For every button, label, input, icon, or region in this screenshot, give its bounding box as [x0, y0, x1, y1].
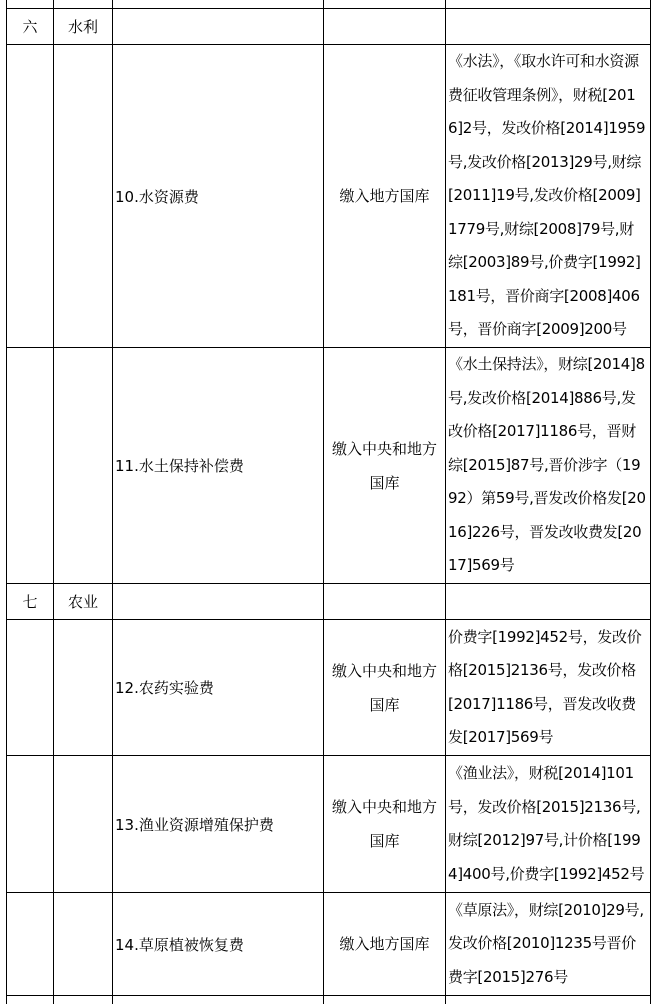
revenue-destination: 缴入中央和地方国库	[324, 756, 446, 893]
cell-empty	[54, 996, 113, 1004]
legal-basis: 《水法》，《取水许可和水资源费征收管理条例》，财税[2016]2号，发改价格[2014]1959号,发改价格[2013]29号,财综[2011]19号,发改价格[2009]1779号,财综[2008]79号,财综[2003]89号,价费字[1992]181号，晋价商字[2008]406号，晋价商字[2009]200号	[446, 45, 651, 348]
legal-basis: 《水土保持法》，财综[2014]8号,发改价格[2014]886号,发改价格[2017]1186号，晋财综[2015]87号,晋价涉字（1992）第59号,晋发改价格发[2016]226号，晋发改收费发[2017]569号	[446, 348, 651, 584]
cell-empty	[113, 9, 324, 45]
cell-empty	[113, 0, 324, 9]
table-row-cut	[7, 996, 651, 1004]
cell-empty	[54, 348, 113, 584]
cell-empty	[54, 0, 113, 9]
cell-empty	[324, 0, 446, 9]
revenue-destination: 缴入地方国库	[324, 893, 446, 996]
cell-empty	[113, 584, 324, 620]
category-row-water	[7, 9, 651, 45]
cell-empty	[324, 9, 446, 45]
cell-empty	[7, 0, 54, 9]
item-row-water-resource-fee	[7, 45, 651, 348]
cell-empty	[54, 893, 113, 996]
cell-empty	[7, 996, 54, 1004]
cell-empty	[7, 620, 54, 756]
legal-basis: 价费字[1992]452号，发改价格[2015]2136号，发改价格[2017]1186号，晋发改收费发[2017]569号	[446, 620, 651, 756]
cell-empty	[7, 348, 54, 584]
item-row-fishery-resource-fee	[7, 756, 651, 893]
cell-empty	[54, 620, 113, 756]
item-name: 13.渔业资源增殖保护费	[113, 756, 324, 893]
category-number: 七	[7, 584, 54, 620]
category-row-agriculture	[7, 584, 651, 620]
item-row-soil-conservation-fee	[7, 348, 651, 584]
legal-basis: 《草原法》，财综[2010]29号,发改价格[2010]1235号晋价费字[2015]276号	[446, 893, 651, 996]
item-name: 14.草原植被恢复费	[113, 893, 324, 996]
revenue-destination: 缴入地方国库	[324, 45, 446, 348]
cell-empty	[7, 893, 54, 996]
cell-empty	[113, 996, 324, 1004]
item-row-pesticide-test-fee	[7, 620, 651, 756]
cell-empty	[7, 756, 54, 893]
fee-table-region	[6, 0, 651, 1004]
category-name: 水利	[54, 9, 113, 45]
cell-empty	[54, 756, 113, 893]
cell-empty	[324, 584, 446, 620]
cell-empty	[54, 45, 113, 348]
category-number: 六	[7, 9, 54, 45]
cell-empty	[446, 996, 651, 1004]
item-name: 12.农药实验费	[113, 620, 324, 756]
cell-empty	[7, 45, 54, 348]
revenue-destination: 缴入中央和地方国库	[324, 620, 446, 756]
legal-basis: 《渔业法》，财税[2014]101号，发改价格[2015]2136号,财综[2012]97号,计价格[1994]400号,价费字[1992]452号	[446, 756, 651, 893]
revenue-destination: 缴入中央和地方国库	[324, 348, 446, 584]
fee-table	[6, 0, 651, 1004]
item-name: 11.水土保持补偿费	[113, 348, 324, 584]
item-name: 10.水资源费	[113, 45, 324, 348]
item-row-grassland-restoration-fee	[7, 893, 651, 996]
cell-empty	[324, 996, 446, 1004]
cell-empty	[446, 584, 651, 620]
table-row-cut	[7, 0, 651, 9]
cell-empty	[446, 9, 651, 45]
category-name: 农业	[54, 584, 113, 620]
cell-empty	[446, 0, 651, 9]
